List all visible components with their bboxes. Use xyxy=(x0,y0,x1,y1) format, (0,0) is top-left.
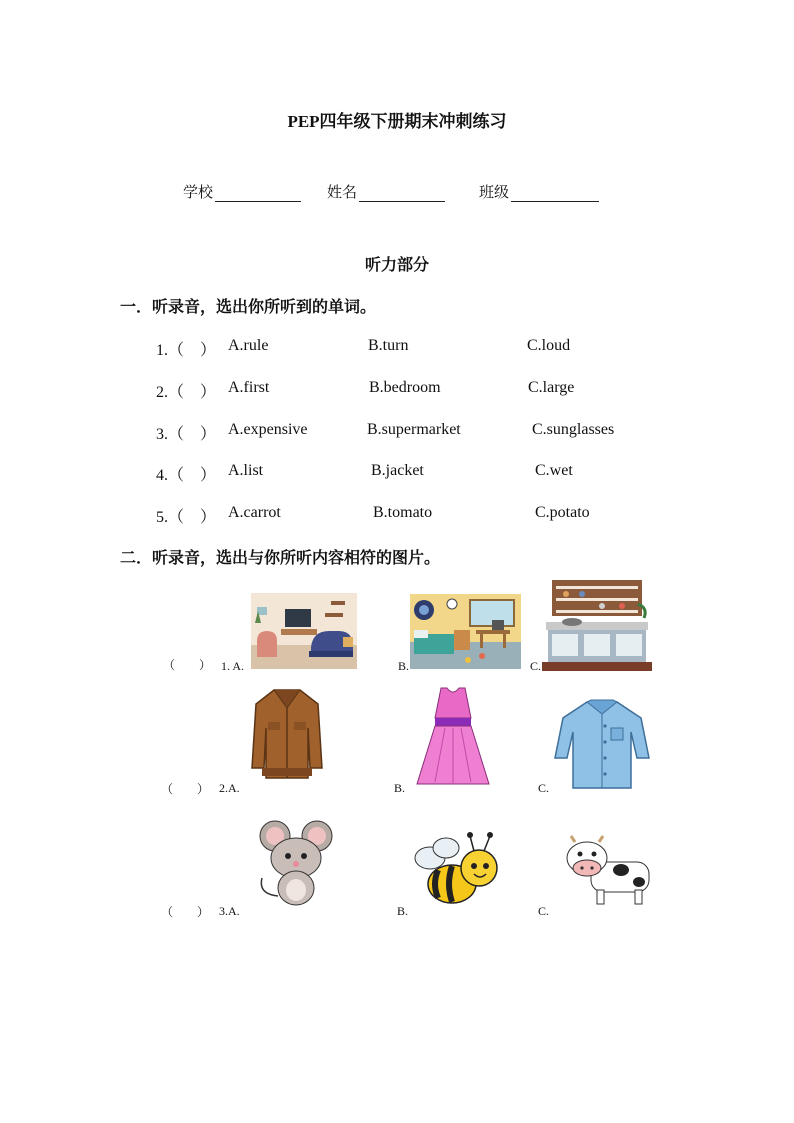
page-title: PEP四年级下册期末冲刺练习 xyxy=(287,112,507,131)
row3-label-c: C. xyxy=(538,904,550,918)
q4-option-a: A.list xyxy=(228,462,264,479)
row1-label-a: 1. A. xyxy=(221,659,245,673)
q4-option-b: B.jacket xyxy=(371,462,424,479)
bedroom-picture[interactable] xyxy=(410,594,521,669)
jacket-picture[interactable] xyxy=(250,686,324,786)
bee-picture[interactable] xyxy=(414,830,504,912)
name-blank[interactable] xyxy=(359,186,445,202)
row3-label-b: B. xyxy=(397,904,409,918)
q4-option-c: C.wet xyxy=(535,462,573,479)
q5-option-c: C.potato xyxy=(535,504,590,521)
q2-option-b: B.bedroom xyxy=(369,379,441,396)
row3-label-a: 3.A. xyxy=(219,904,240,918)
row3-answer-paren[interactable]: （ ） xyxy=(161,905,210,919)
row1-label-c: C. xyxy=(530,659,542,673)
class-label: 班级 xyxy=(479,185,510,201)
row2-answer-paren[interactable]: （ ） xyxy=(161,782,210,796)
q1-option-a: A.rule xyxy=(228,337,269,354)
q5-option-b: B.tomato xyxy=(373,504,433,521)
q3-option-b: B.supermarket xyxy=(367,421,461,438)
mouse-picture[interactable] xyxy=(255,816,339,908)
school-field xyxy=(183,181,301,202)
q2-number[interactable]: 2.（ ） xyxy=(156,384,217,401)
name-label: 姓名 xyxy=(327,185,358,201)
school-blank[interactable] xyxy=(215,186,301,202)
q2-option-c: C.large xyxy=(528,379,575,396)
shirt-picture[interactable] xyxy=(553,698,651,790)
q1-option-b: B.turn xyxy=(368,337,409,354)
class-blank[interactable] xyxy=(511,186,599,202)
q3-number[interactable]: 3.（ ） xyxy=(156,426,217,443)
section2-heading: 二．听录音，选出与你所听内容相符的图片。 xyxy=(120,550,441,567)
class-field xyxy=(479,181,599,202)
cow-picture[interactable] xyxy=(561,832,655,908)
q2-option-a: A.first xyxy=(228,379,270,396)
row1-label-b: B. xyxy=(398,659,410,673)
school-label: 学校 xyxy=(183,185,214,201)
name-field xyxy=(327,181,445,202)
q3-option-a: A.expensive xyxy=(228,421,308,438)
living-room-picture[interactable] xyxy=(251,593,357,669)
row1-answer-paren[interactable]: （ ） xyxy=(163,658,212,672)
section1-heading: 一．听录音，选出你所听到的单词。 xyxy=(120,299,377,316)
q3-option-c: C.sunglasses xyxy=(532,421,615,438)
section-subtitle: 听力部分 xyxy=(364,257,429,274)
q4-number[interactable]: 4.（ ） xyxy=(156,467,217,484)
dress-picture[interactable] xyxy=(415,686,491,788)
kitchen-picture[interactable] xyxy=(542,576,652,671)
q1-number[interactable]: 1.（ ） xyxy=(156,342,217,359)
q1-option-c: C.loud xyxy=(527,337,571,354)
row2-label-b: B. xyxy=(394,781,406,795)
q5-number[interactable]: 5.（ ） xyxy=(156,509,217,526)
row2-label-a: 2.A. xyxy=(219,781,240,795)
row2-label-c: C. xyxy=(538,781,550,795)
q5-option-a: A.carrot xyxy=(228,504,281,521)
